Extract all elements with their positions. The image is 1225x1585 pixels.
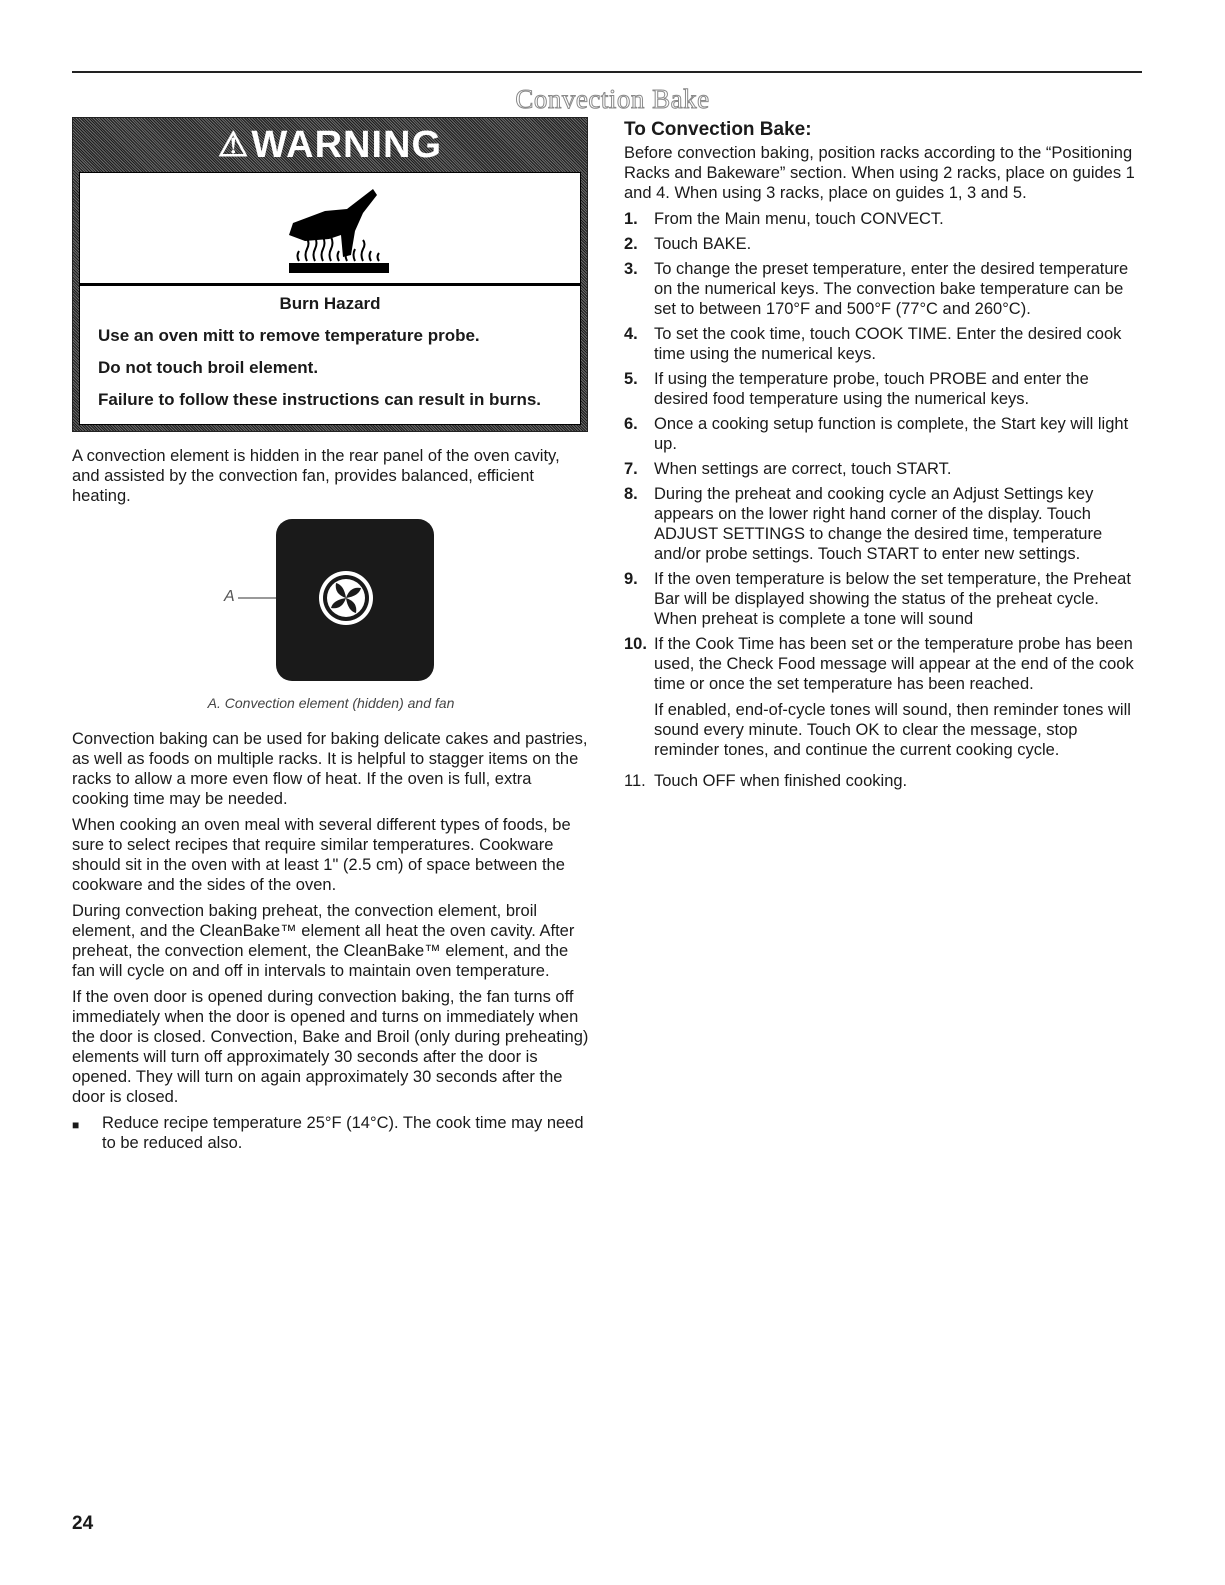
- step-item: [624, 634, 1142, 766]
- step-number: 3.: [624, 260, 638, 278]
- step-item: [624, 209, 1142, 229]
- step-number: 2.: [624, 235, 638, 253]
- warning-line: Do not touch broil element.: [98, 358, 319, 377]
- warning-text: [80, 286, 580, 424]
- body-paragraph: If the oven door is opened during convection baking, the fan turns off immediately when the door is opened and turns on immediately when the door is closed. Convection, Bake and Broil (only during preheating) elements will turn off approximately 30 seconds after the door is opened. They will turn on again approximately 30 seconds after the door is closed.: [72, 988, 589, 1106]
- body-paragraph: During convection baking preheat, the convection element, broil element, and the CleanBake™ element all heat the oven cavity. After preheat, the convection element, the CleanBake™ element, and the fan will cycle on and off in intervals to maintain oven temperature.: [72, 902, 575, 980]
- step-number: 1.: [624, 210, 638, 228]
- steps-list: [624, 209, 1142, 791]
- oven-rear-panel-illustration: [238, 516, 518, 691]
- warning-line: Use an oven mitt to remove temperature probe.: [98, 326, 480, 345]
- step-text: If the Cook Time has been set or the temperature probe has been used, the Check Food message will appear at the end of the cook time or once the set temperature has been reached.: [654, 635, 1134, 693]
- step-number: 5.: [624, 370, 638, 388]
- step-text: If using the temperature probe, touch PROBE and enter the desired food temperature using the numerical keys.: [654, 370, 1089, 408]
- step-text: To set the cook time, touch COOK TIME. Enter the desired cook time using the numerical keys.: [654, 325, 1122, 363]
- step-text: Touch OFF when finished cooking.: [654, 772, 908, 790]
- warning-heading: WARNING: [251, 123, 443, 166]
- hand-heat-icon: [285, 183, 395, 278]
- warning-triangle-icon: ⚠: [217, 126, 250, 164]
- step-text: If the oven temperature is below the set temperature, the Preheat Bar will be displayed showing the status of the preheat cycle. When preheat is complete a tone will sound: [654, 570, 1131, 628]
- left-column: [72, 117, 590, 1153]
- hazard-title: Burn Hazard: [279, 294, 381, 313]
- body-paragraph: Convection baking can be used for baking delicate cakes and pastries, as well as foods on multiple racks. It is helpful to stagger items on the racks to allow a more even flow of heat. If the oven is full, extra cooking time may be needed.: [72, 730, 588, 808]
- burn-hazard-pictogram: [80, 173, 580, 286]
- intro-paragraph: A convection element is hidden in the rear panel of the oven cavity, and assisted by the convection fan, provides balanced, efficient heating.: [72, 447, 560, 505]
- step-item: [624, 459, 1142, 479]
- step-item: [624, 324, 1142, 364]
- figure-label: A: [224, 588, 235, 605]
- step-number: 8.: [624, 485, 638, 503]
- right-column: [624, 117, 1142, 796]
- convection-figure: [72, 516, 590, 691]
- step-text: From the Main menu, touch CONVECT.: [654, 210, 944, 228]
- step-text: To change the preset temperature, enter the desired temperature on the numerical keys. The convection bake temperature can be set to between 170°F and 500°F (77°C and 260°C).: [654, 260, 1129, 318]
- step-text: Once a cooking setup function is complete, the Start key will light up.: [654, 415, 1129, 453]
- step-number: 11.: [624, 772, 646, 790]
- step-number: 7.: [624, 460, 638, 478]
- step-item: [624, 259, 1142, 319]
- step-text: Touch BAKE.: [654, 235, 752, 253]
- figure-caption: A. Convection element (hidden) and fan: [207, 695, 455, 711]
- warning-header: [73, 118, 587, 172]
- body-paragraph: When cooking an oven meal with several different types of foods, be sure to select recipes that require similar temperatures. Cookware should sit in the oven with at least 1" (2.5 cm) of space between the cookware and the sides of the oven.: [72, 816, 571, 894]
- bullet-item: [72, 1113, 590, 1153]
- bullet-text: Reduce recipe temperature 25°F (14°C). The cook time may need to be reduced also.: [102, 1114, 584, 1152]
- top-rule: [72, 71, 1142, 73]
- step-number: 4.: [624, 325, 638, 343]
- step-number: 6.: [624, 415, 638, 433]
- section-intro: Before convection baking, position racks according to the “Positioning Racks and Bakeware” section. When using 2 racks, place on guides 1 and 4. When using 3 racks, place on guides 1, 3 and 5.: [624, 144, 1135, 202]
- section-heading: To Convection Bake:: [624, 119, 812, 140]
- step-number: 9.: [624, 570, 638, 588]
- step-item: [624, 369, 1142, 409]
- warning-inner: [79, 172, 581, 425]
- step-text-block: [654, 634, 1142, 766]
- step-item: [624, 569, 1142, 629]
- page-title: Convection Bake: [515, 84, 710, 114]
- step-item: [624, 771, 1142, 791]
- bullet-square-icon: ■: [72, 1118, 80, 1132]
- step-number: 10.: [624, 635, 647, 653]
- warning-line: Failure to follow these instructions can result in burns.: [98, 390, 542, 409]
- step-item: [624, 414, 1142, 454]
- step-item: [624, 484, 1142, 564]
- step-text-continued: If enabled, end-of-cycle tones will sound, then reminder tones will sound every minute. Touch OK to clear the message, stop reminder tones, and continue the current cooking cycle.: [654, 701, 1131, 759]
- page-number: 24: [72, 1513, 94, 1534]
- warning-box: [72, 117, 588, 432]
- step-item: [624, 234, 1142, 254]
- step-text: When settings are correct, touch START.: [654, 460, 952, 478]
- step-text: During the preheat and cooking cycle an Adjust Settings key appears on the lower right hand corner of the display. Touch ADJUST SETTINGS to change the desired time, temperature and/or probe settings. Touch START to enter new settings.: [654, 485, 1103, 563]
